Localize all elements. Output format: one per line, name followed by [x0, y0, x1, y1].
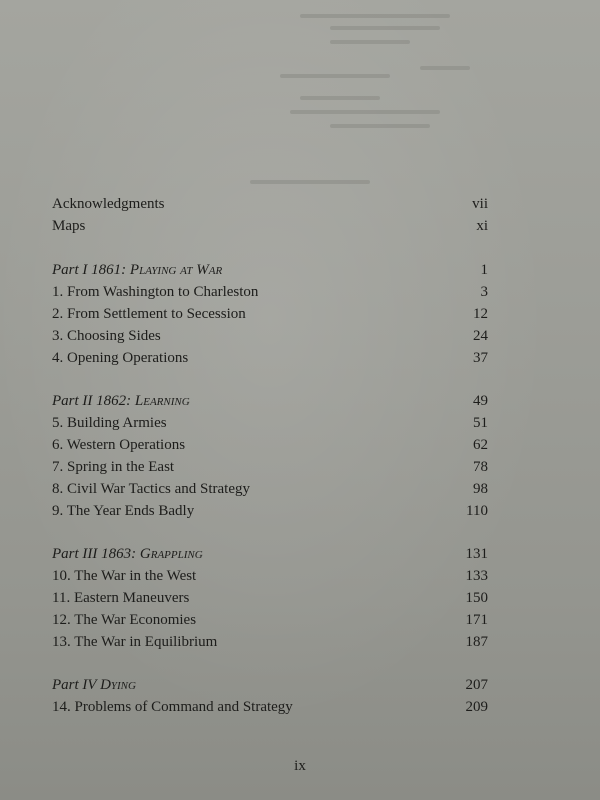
toc-entry-page: 24: [473, 328, 488, 344]
toc-chapter-10[interactable]: [52, 565, 488, 587]
toc-entry-title: 8. Civil War Tactics and Strategy: [52, 481, 250, 497]
toc-entry-title: 11. Eastern Maneuvers: [52, 590, 190, 606]
toc-entry-page: 37: [473, 350, 488, 366]
toc-entry-page: 187: [465, 634, 488, 650]
toc-entry-page: 110: [466, 503, 488, 519]
toc-entry-page: 209: [465, 699, 488, 715]
toc-chapter-2[interactable]: [52, 303, 488, 325]
part-heading: [52, 390, 190, 412]
part-subtitle: Playing at War: [129, 262, 223, 278]
toc-entry-title: 13. The War in Equilibrium: [52, 634, 218, 650]
part-subtitle: Dying: [100, 677, 136, 693]
toc-chapter-9[interactable]: [52, 500, 488, 522]
part-heading: [52, 259, 222, 281]
toc-entry-title: 6. Western Operations: [52, 437, 186, 453]
toc-chapter-1[interactable]: [52, 281, 488, 303]
toc-entry-page: 1: [480, 262, 488, 278]
toc-entry-title: 5. Building Armies: [52, 415, 167, 431]
toc-entry-title: Maps: [52, 217, 86, 234]
toc-entry-title: 2. From Settlement to Secession: [52, 306, 246, 322]
part-label: Part I 1861:: [52, 262, 130, 278]
toc-entry-page: 3: [480, 284, 488, 300]
toc-entry-page: 150: [465, 590, 488, 606]
toc-chapter-5[interactable]: [52, 412, 488, 434]
toc-entry-page: xi: [476, 217, 488, 234]
part-subtitle: Grappling: [139, 546, 203, 562]
part-label: Part II 1862:: [52, 393, 135, 409]
toc-part-2[interactable]: [52, 390, 488, 412]
toc-entry-title: Acknowledgments: [52, 196, 165, 212]
toc-chapter-13[interactable]: [52, 631, 488, 653]
toc-entry-page: 49: [473, 393, 488, 409]
toc-entry-page: 78: [473, 459, 488, 475]
toc-entry-page: 131: [465, 546, 488, 562]
toc-entry-acknowledgments[interactable]: [52, 194, 488, 216]
toc-chapter-8[interactable]: [52, 478, 488, 500]
toc-entry-page: 98: [473, 481, 488, 497]
page-number: ix: [294, 758, 306, 774]
toc-entry-page: 171: [465, 612, 488, 628]
toc-chapter-12[interactable]: [52, 609, 488, 631]
toc-chapter-6[interactable]: [52, 434, 488, 456]
toc-entry-page: 51: [473, 415, 488, 431]
part-label: Part III 1863:: [52, 546, 140, 562]
toc-entry-maps[interactable]: [52, 216, 488, 238]
toc-chapter-3[interactable]: [52, 325, 488, 347]
toc-part-3[interactable]: [52, 543, 488, 565]
part-subtitle: Learning: [134, 393, 190, 409]
toc-entry-title: 9. The Year Ends Badly: [52, 503, 195, 519]
show-through-text: [0, 0, 600, 190]
toc-chapter-7[interactable]: [52, 456, 488, 478]
toc-entry-title: 12. The War Economies: [52, 612, 197, 628]
toc-entry-title: 3. Choosing Sides: [52, 328, 161, 344]
table-of-contents: [52, 194, 488, 718]
toc-entry-title: 10. The War in the West: [52, 568, 197, 584]
toc-entry-title: 7. Spring in the East: [52, 459, 175, 475]
part-heading: [52, 543, 203, 565]
toc-entry-page: vii: [472, 196, 488, 212]
toc-part-1[interactable]: [52, 259, 488, 281]
toc-chapter-4[interactable]: [52, 347, 488, 369]
toc-chapter-11[interactable]: [52, 587, 488, 609]
toc-entry-title: 4. Opening Operations: [52, 350, 189, 366]
part-heading: [52, 674, 136, 696]
toc-entry-page: 62: [473, 437, 488, 453]
toc-entry-title: 14. Problems of Command and Strategy: [52, 699, 293, 715]
toc-entry-page: 133: [465, 568, 488, 584]
toc-chapter-14[interactable]: [52, 696, 488, 718]
part-label: Part IV: [52, 677, 101, 693]
toc-entry-page: 12: [473, 306, 488, 322]
toc-entry-page: 207: [465, 677, 488, 693]
toc-entry-title: 1. From Washington to Charleston: [52, 284, 259, 300]
toc-part-4[interactable]: [52, 674, 488, 696]
